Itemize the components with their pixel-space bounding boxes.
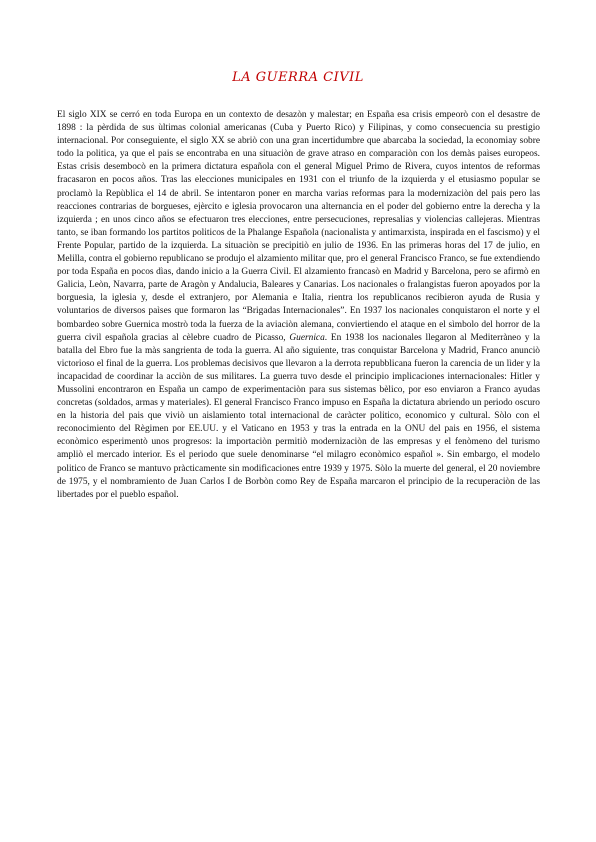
document-title: LA GUERRA CIVIL <box>232 70 364 85</box>
paragraph-text-part-2: . En 1938 los nacionales llegaron al Mediterràneo y la batalla del Ebro fue la màs sangrienta de toda la guerra. Al año siguiente, tras conquistar Barcelona y Madrid, Franco anunciò victorioso el final de la guerra. Los problemas decisivos que llevaron a la derrota repubblicana fueron la carencia de un lìder y la incapacidad de coordinar la acciòn de sus militares. La guerra tuvo desde el principio implicaciones internacionales: Hitler y Mussolini encontraron en España un campo de experimentaciòn para sus sistemas bèlico, por eso enviaron a Franco ayudas concretas (soldados, armas y materiales). El general Francisco Franco impuso en España la dictatura abriendo un periodo oscuro en la historia del pais que viviò un aislamiento total internacional de caràcter politico, economico y cultural. Sòlo con el reconocimiento del Règimen por EE.UU. y el Vaticano en 1953 y tras la entrada en la ONU del pais en 1956, el sistema econòmico esperimentò unos progresos: la importaciòn permitiò modernizaciòn de las empresas y el fenòmeno del turismo ampliò el mercado interior. Es el periodo que suele denominarse “el milagro econòmico español ». Sin embargo, el modelo politico de Franco se mantuvo pràcticamente sin modificaciones entre 1939 y 1975. Sòlo la muerte del general, el 20 noviembre de 1975, y el nombramiento de Juan Carlos I de Borbòn como Rey de España marcaron el principio de la recuperaciòn de las libertades por el pueblo español. <box>57 332 540 500</box>
artwork-title: Guernica <box>289 332 325 343</box>
paragraph-text-part-1: El siglo XIX se cerró en toda Europa en un contexto de desazòn y malestar; en España esa crisis empeorò con el desastre de 1898 : la pèrdida de sus ùltimas colonial americanas (Cuba y Puerto Rico) y Filipinas, y como consecuencia su prestigio internacional. Por conseguiente, el siglo XX se abriò con una gran incertidumbre que abarcaba la sociedad, la economiay sobre todo la politica, ya que el pais se encontraba en una situaciòn de grave atraso en comparaciòn con los demàs paìses europeos. Estas crisis desembocò en la primera dictatura española con el general Miguel Primo de Rivera, cuyos intentos de reformas fracasaron en pocos años. Tras las elecciones municipales en 1931 con el triunfo de la izquierda y el etusiasmo popular se proclamò la Repùblica el 14 de abril. Se intentaron poner en marcha varias reformas para la modernizaciòn del pais pero las reacciones contrarias de borgueses, ejèrcito e iglesia provocaron una alternancia en el poder del gobierno entre la derecha y la izquierda ; en unos cinco años se efectuaron tres elecciones, entre persecuciones, represalias y violencias callejeras. Mientras tanto, se iban formando los partitos politicos de la Phalange Española (nacionalista y antimarxista, inspirada en el fascismo) y el Frente Popular, partido de la izquierda. La situaciòn se precipitiò en julio de 1936. En las primeras horas del 17 de julio, en Melilla, contra el gobierno republicano se produjo el alzamiento militar que, pro el general Francisco Franco, se fue extendiendo por toda España en pocos dìas, dando inicio a la Guerra Civil. El alzamiento francasò en Madrid y Barcelona, pero se afirmò en Galicia, Leòn, Navarra, parte de Aragòn y Andalucia, Baleares y Canarias. Los nacionales o fralangistas fueron apoyados por la borguesia, la iglesia y, desde el extranjero, por Alemania e Italia, rientra los republicanos recibieron ayuda de Rusia y voluntarios de diversos paìses que formaron las “Brigadas Internacionales”. En 1937 los nacionales conquistaron el norte y el bombardeo sobre Guernica mostrò toda la fuerza de la aviaciòn alemana, conviertiendo el ataque en el sìmbolo del horror de la guerra civil española gracias al cèlebre cuadro de Picasso, <box>57 110 540 343</box>
body-paragraph <box>57 109 540 502</box>
